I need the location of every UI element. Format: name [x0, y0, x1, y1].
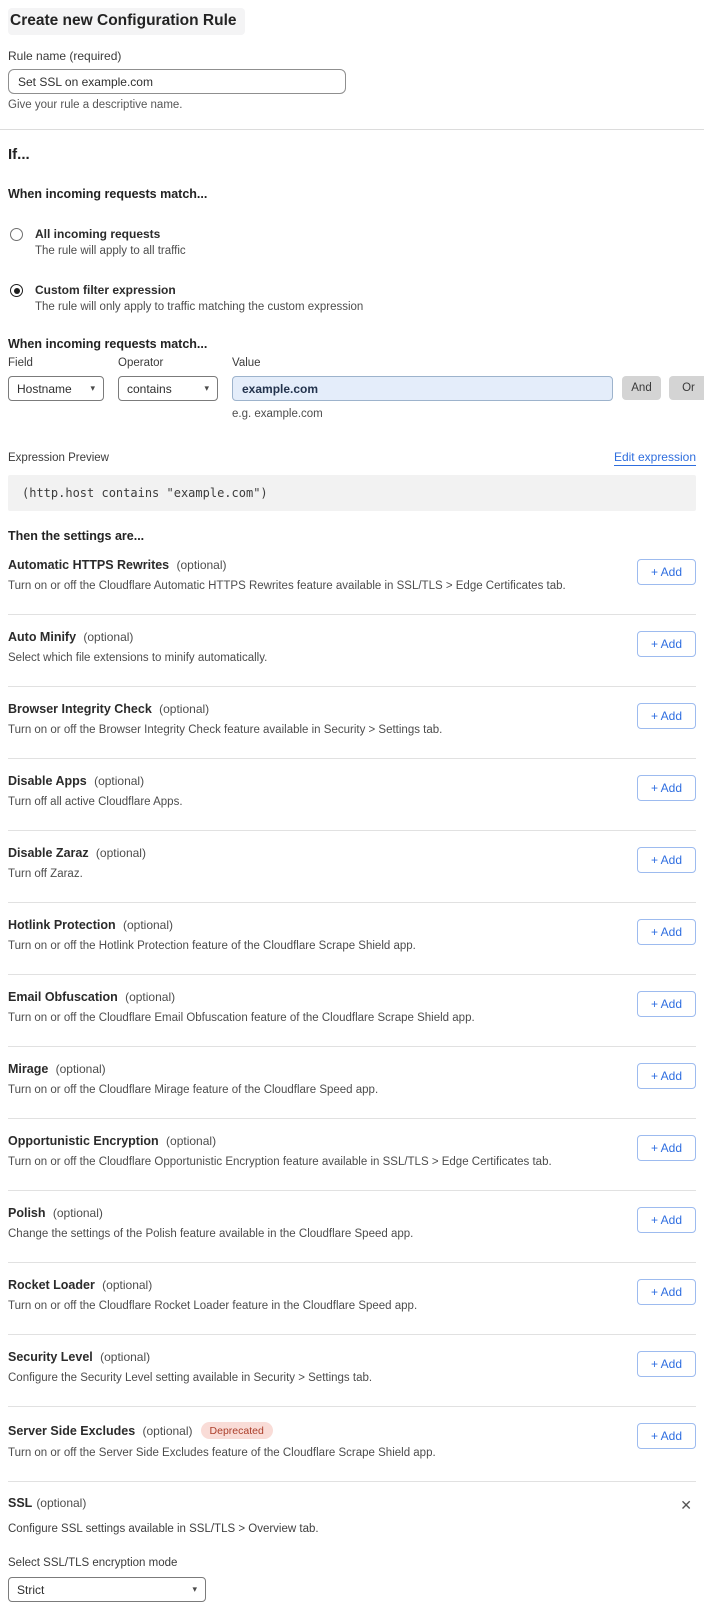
radio-custom-filter-expression[interactable]	[8, 283, 696, 313]
setting-optional: (optional)	[121, 990, 176, 1004]
radio-icon[interactable]	[10, 284, 23, 297]
add-button[interactable]: + Add	[637, 1063, 696, 1089]
chevron-down-icon: ▾	[204, 383, 209, 393]
chevron-down-icon: ▾	[90, 383, 95, 393]
value-label: Value	[232, 357, 261, 369]
ssl-mode-label: Select SSL/TLS encryption mode	[8, 1557, 178, 1569]
operator-select-value: contains	[127, 381, 172, 396]
if-heading: If...	[8, 146, 30, 163]
add-button[interactable]: + Add	[637, 919, 696, 945]
chevron-down-icon: ▾	[192, 1584, 197, 1594]
field-select[interactable]	[8, 376, 104, 401]
setting-title	[8, 918, 173, 932]
page-title: Create new Configuration Rule	[8, 8, 245, 35]
and-button[interactable]: And	[622, 376, 661, 400]
setting-description: Turn on or off the Cloudflare Opportunistic Encryption feature available in SSL/TLS > Edge Certificates tab.	[8, 1156, 552, 1168]
expression-code: (http.host contains "example.com")	[8, 475, 696, 511]
add-button[interactable]: + Add	[637, 1135, 696, 1161]
setting-row	[8, 543, 696, 615]
add-button[interactable]: + Add	[637, 559, 696, 585]
setting-title	[8, 1424, 193, 1438]
setting-title	[8, 1350, 150, 1364]
setting-description: Change the settings of the Polish feature available in the Cloudflare Speed app.	[8, 1228, 414, 1240]
filter-match-heading: When incoming requests match...	[8, 337, 208, 351]
settings-list	[8, 543, 696, 1482]
radio-label: All incoming requests	[35, 227, 161, 241]
setting-name: Auto Minify	[8, 630, 77, 644]
setting-optional: (optional)	[92, 846, 146, 860]
ssl-description: Configure SSL settings available in SSL/TLS > Overview tab.	[8, 1523, 319, 1535]
setting-row	[8, 1119, 696, 1191]
operator-select[interactable]	[118, 376, 218, 401]
setting-description: Turn on or off the Cloudflare Email Obfuscation feature of the Cloudflare Scrape Shield app.	[8, 1012, 475, 1024]
setting-name: Automatic HTTPS Rewrites	[8, 558, 170, 572]
deprecated-badge: Deprecated	[201, 1422, 273, 1439]
ssl-mode-value: Strict	[17, 1582, 45, 1597]
setting-row	[8, 1263, 696, 1335]
setting-description: Turn on or off the Cloudflare Automatic HTTPS Rewrites feature available in SSL/TLS > Edge Certificates tab.	[8, 580, 566, 592]
setting-optional: (optional)	[52, 1062, 106, 1076]
setting-title	[8, 1278, 152, 1292]
setting-title	[8, 630, 133, 644]
expression-preview-label: Expression Preview	[8, 452, 109, 464]
setting-optional: (optional)	[49, 1206, 103, 1220]
setting-name: Polish	[8, 1206, 46, 1220]
close-icon[interactable]: ✕	[680, 1497, 692, 1513]
filter-builder-row	[8, 357, 696, 401]
value-helper: e.g. example.com	[232, 408, 323, 420]
add-button[interactable]: + Add	[637, 1207, 696, 1233]
setting-title	[8, 1062, 106, 1076]
setting-name: Browser Integrity Check	[8, 702, 152, 716]
setting-optional: (optional)	[80, 630, 134, 644]
setting-title	[8, 702, 209, 716]
rule-name-helper: Give your rule a descriptive name.	[8, 99, 183, 111]
then-heading: Then the settings are...	[8, 529, 145, 543]
setting-description: Turn on or off the Server Side Excludes feature of the Cloudflare Scrape Shield app.	[8, 1447, 436, 1459]
incoming-match-heading: When incoming requests match...	[8, 187, 208, 201]
setting-optional: (optional)	[162, 1134, 217, 1148]
setting-row	[8, 1047, 696, 1119]
value-input[interactable]	[232, 376, 613, 401]
radio-description: The rule will apply to all traffic	[35, 245, 186, 257]
radio-description: The rule will only apply to traffic matching the custom expression	[35, 301, 364, 313]
setting-row	[8, 1335, 696, 1407]
setting-optional: (optional)	[98, 1278, 153, 1292]
radio-icon[interactable]	[10, 228, 23, 241]
setting-description: Select which file extensions to minify automatically.	[8, 652, 268, 664]
field-label: Field	[8, 357, 33, 369]
setting-name: Server Side Excludes	[8, 1423, 136, 1438]
setting-title	[8, 846, 146, 860]
setting-row	[8, 615, 696, 687]
setting-row	[8, 759, 696, 831]
setting-name: Mirage	[8, 1062, 49, 1076]
add-button[interactable]: + Add	[637, 991, 696, 1017]
ssl-title	[8, 1496, 86, 1510]
setting-optional: (optional)	[119, 918, 174, 932]
add-button[interactable]: + Add	[637, 847, 696, 873]
setting-name: Disable Zaraz	[8, 846, 89, 860]
setting-title	[8, 1134, 216, 1148]
edit-expression-link[interactable]: Edit expression	[613, 450, 696, 464]
or-button[interactable]: Or	[669, 376, 704, 400]
rule-name-input[interactable]	[8, 69, 346, 94]
add-button[interactable]: + Add	[637, 631, 696, 657]
setting-description: Turn on or off the Cloudflare Mirage feature of the Cloudflare Speed app.	[8, 1084, 379, 1096]
rule-name-label: Rule name (required)	[8, 49, 122, 63]
setting-row	[8, 831, 696, 903]
setting-optional: (optional)	[155, 702, 210, 716]
ssl-panel	[8, 1482, 696, 1602]
radio-label: Custom filter expression	[35, 283, 176, 297]
setting-name: Hotlink Protection	[8, 918, 116, 932]
setting-name: Email Obfuscation	[8, 990, 118, 1004]
setting-title	[8, 990, 175, 1004]
add-button[interactable]: + Add	[637, 1423, 696, 1449]
setting-row	[8, 1191, 696, 1263]
setting-optional: (optional)	[90, 774, 145, 788]
setting-row	[8, 903, 696, 975]
setting-name: Disable Apps	[8, 774, 87, 788]
field-select-value: Hostname	[17, 381, 72, 396]
setting-optional: (optional)	[139, 1423, 193, 1438]
divider	[0, 129, 704, 130]
setting-description: Configure the Security Level setting available in Security > Settings tab.	[8, 1372, 373, 1384]
setting-title	[8, 558, 227, 572]
setting-row	[8, 687, 696, 759]
radio-all-incoming-requests[interactable]	[8, 227, 696, 257]
setting-optional: (optional)	[173, 558, 227, 572]
setting-description: Turn on or off the Cloudflare Rocket Loader feature in the Cloudflare Speed app.	[8, 1300, 418, 1312]
setting-description: Turn on or off the Browser Integrity Check feature available in Security > Settings tab.	[8, 724, 443, 736]
setting-description: Turn off all active Cloudflare Apps.	[8, 796, 183, 808]
add-button[interactable]: + Add	[637, 703, 696, 729]
setting-row	[8, 1407, 696, 1482]
add-button[interactable]: + Add	[637, 1351, 696, 1377]
setting-title	[8, 774, 144, 788]
setting-optional: (optional)	[96, 1350, 151, 1364]
setting-name: Security Level	[8, 1350, 93, 1364]
operator-label: Operator	[118, 357, 164, 369]
ssl-mode-select[interactable]	[8, 1577, 206, 1602]
ssl-optional: (optional)	[36, 1496, 87, 1510]
ssl-name: SSL	[8, 1496, 33, 1510]
setting-row	[8, 975, 696, 1047]
setting-description: Turn on or off the Hotlink Protection feature of the Cloudflare Scrape Shield app.	[8, 940, 416, 952]
setting-description: Turn off Zaraz.	[8, 868, 83, 880]
add-button[interactable]: + Add	[637, 775, 696, 801]
setting-name: Rocket Loader	[8, 1278, 95, 1292]
setting-title	[8, 1206, 103, 1220]
setting-name: Opportunistic Encryption	[8, 1134, 159, 1148]
add-button[interactable]: + Add	[637, 1279, 696, 1305]
